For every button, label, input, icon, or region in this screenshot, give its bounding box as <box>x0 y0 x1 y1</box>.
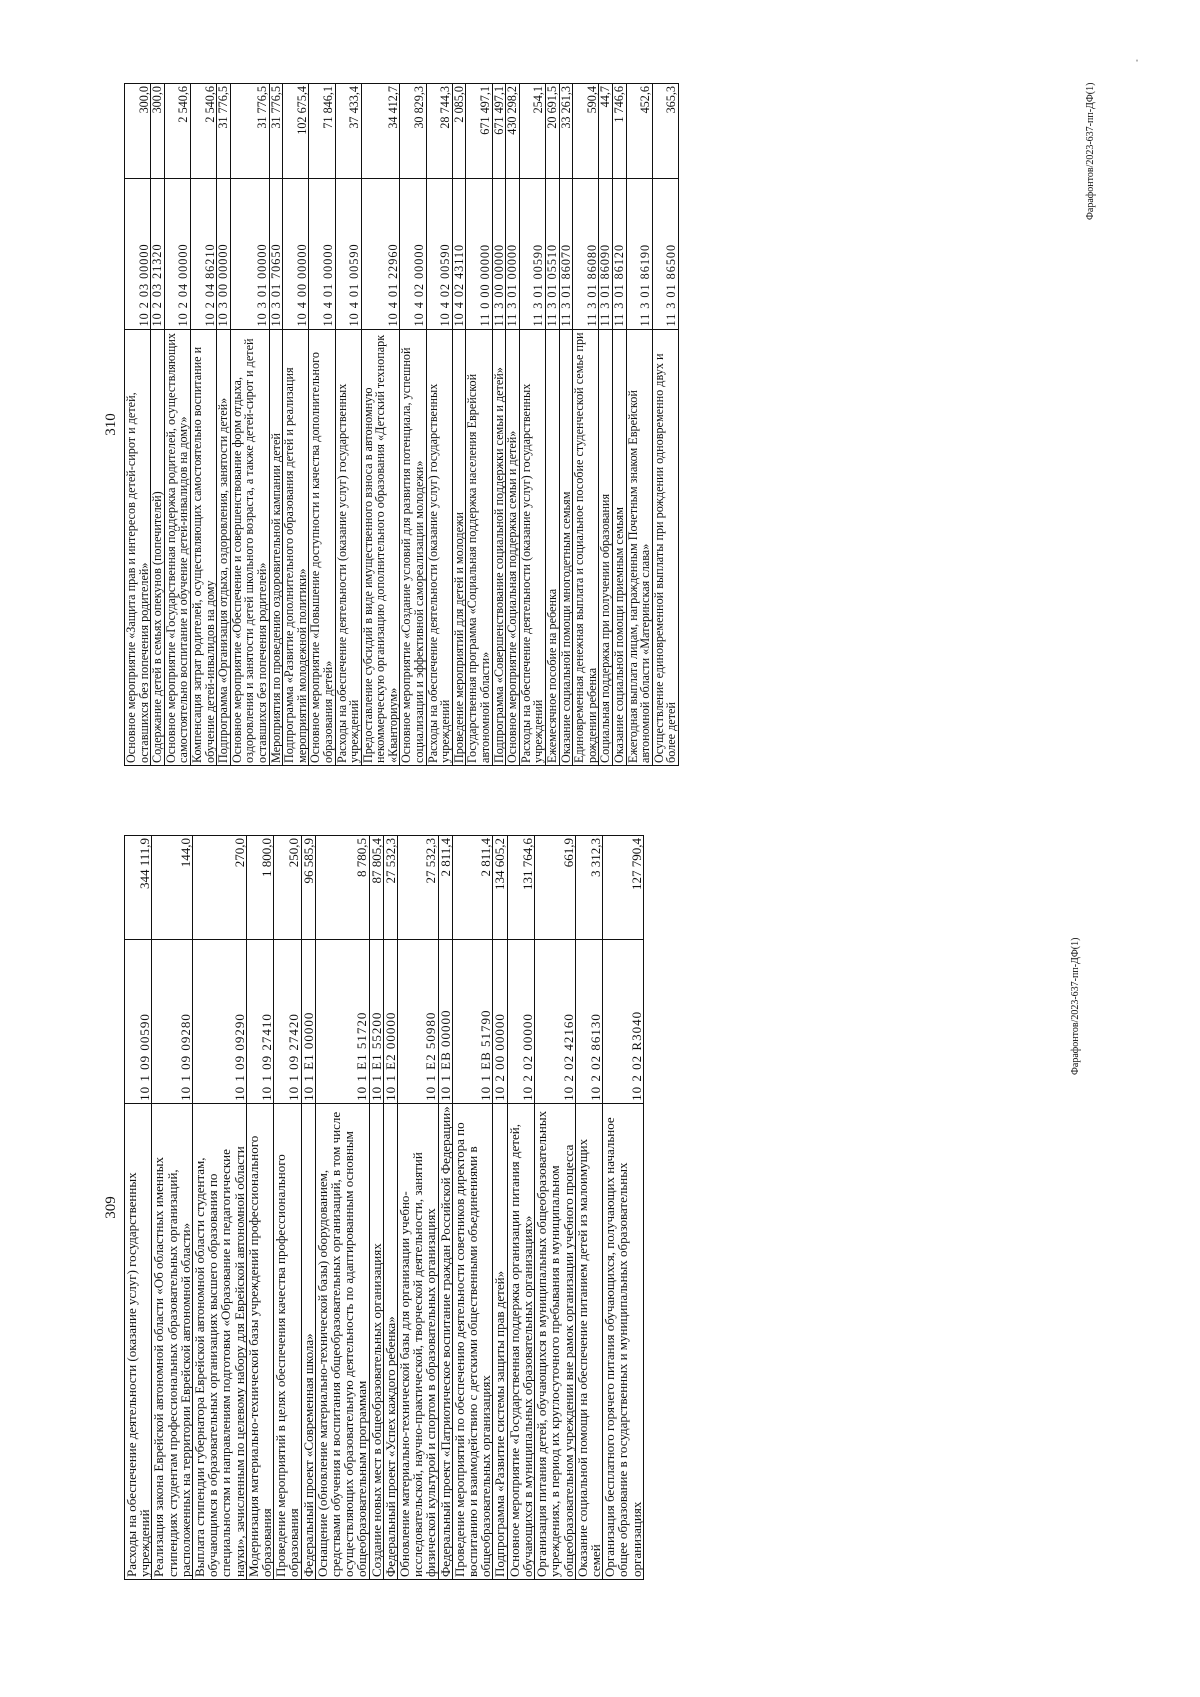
row-amount-cell: 3 312,3 <box>575 836 602 940</box>
row-amount-cell: 28 744,3 <box>426 84 452 179</box>
row-code-cell: 11 3 00 00000 <box>492 179 506 329</box>
row-amount-cell: 44,7 <box>599 84 613 179</box>
row-code-cell: 10 4 02 00590 <box>426 179 452 329</box>
row-amount-cell: 671 497,1 <box>466 84 492 179</box>
budget-table-body <box>125 836 644 1580</box>
row-amount-cell: 34 412,7 <box>361 84 400 179</box>
row-name-cell: Основное мероприятие «Обеспечение и совершенствование форм отдыха, оздоровления и занятости детей школьного возраста, а также детей-сирот и детей оставшихся без попечения родителей» <box>230 329 269 765</box>
row-code-cell: 10 3 00 00000 <box>217 179 231 329</box>
table-row <box>315 836 369 1580</box>
row-code-cell: 10 1 E2 50980 <box>398 940 439 1104</box>
row-name-cell: Проведение мероприятий в целях обеспечения качества профессионального образования <box>274 1103 301 1579</box>
row-amount-cell: 102 675,4 <box>283 84 309 179</box>
table-row <box>492 84 506 766</box>
row-code-cell: 10 1 EB 00000 <box>438 940 452 1104</box>
table-row <box>125 836 152 1580</box>
row-code-cell: 10 1 E1 00000 <box>301 940 315 1104</box>
row-name-cell: Подпрограмма «Совершенствование социальной поддержки семьи и детей» <box>492 329 506 765</box>
row-name-cell: Организация бесплатного горячего питания обучающихся, получающих начальное общее образование в государственных и муниципальных образовательных организациях <box>603 1103 644 1579</box>
row-name-cell: Проведение мероприятий по обеспечению деятельности советников директора по воспитанию и взаимодействию с детскими общественными объединениями в общеобразовательных организациях <box>452 1103 493 1579</box>
row-amount-cell: 1 800,0 <box>246 836 273 940</box>
table-row <box>190 84 216 766</box>
row-name-cell: Федеральный проект «Успех каждого ребенка» <box>383 1103 397 1579</box>
row-amount-cell: 2 811,4 <box>438 836 452 940</box>
row-name-cell: Мероприятия по проведению оздоровительной кампании детей <box>269 329 283 765</box>
row-amount-cell: 31 776,5 <box>269 84 283 179</box>
table-row <box>193 836 247 1580</box>
row-amount-cell: 430 298,2 <box>506 84 520 179</box>
table-row <box>535 836 576 1580</box>
row-code-cell: 10 1 E1 51720 <box>315 940 369 1104</box>
table-row <box>246 836 273 1580</box>
row-name-cell: Создание новых мест в общеобразовательных организациях <box>369 1103 383 1579</box>
budget-table <box>124 835 644 1580</box>
row-amount-cell: 134 605,2 <box>493 836 507 940</box>
row-code-cell: 11 3 01 05510 <box>546 179 560 329</box>
table-row <box>383 836 397 1580</box>
row-amount-cell: 144,0 <box>152 836 193 940</box>
row-name-cell: Расходы на обеспечение деятельности (оказание услуг) государственных учреждений <box>335 329 361 765</box>
page-310 <box>100 83 1100 766</box>
row-code-cell: 10 1 09 27410 <box>246 940 273 1104</box>
row-name-cell: Основное мероприятие «Повышение доступности и качества дополнительного образования детей» <box>309 329 335 765</box>
row-code-cell: 10 2 02 86130 <box>575 940 602 1104</box>
row-amount-cell: 31 776,5 <box>230 84 269 179</box>
row-amount-cell: 33 261,3 <box>559 84 573 179</box>
row-name-cell: Федеральный проект «Современная школа» <box>301 1103 315 1579</box>
row-name-cell: Расходы на обеспечение деятельности (оказание услуг) государственных учреждений <box>426 329 452 765</box>
row-code-cell: 10 1 09 27420 <box>274 940 301 1104</box>
table-row <box>152 836 193 1580</box>
table-row <box>519 84 545 766</box>
row-name-cell: Основное мероприятие «Создание условий для развития потенциала, успешной социализации и эффективной самореализации молодежи» <box>400 329 426 765</box>
table-row <box>452 836 493 1580</box>
row-code-cell: 10 1 09 00590 <box>125 940 152 1104</box>
row-code-cell: 10 3 01 00000 <box>230 179 269 329</box>
table-row <box>493 836 507 1580</box>
table-row <box>151 84 165 766</box>
row-amount-cell: 127 790,4 <box>603 836 644 940</box>
row-name-cell: Подпрограмма «Развитие дополнительного образования детей и реализация мероприятий молодежной политики» <box>283 329 309 765</box>
row-name-cell: Предоставление субсидий в виде имущественного взноса в автономную некоммерческую организацию дополнительного образования «Детский технопарк «Кванториум» <box>361 329 400 765</box>
table-row <box>546 84 560 766</box>
row-amount-cell: 37 433,4 <box>335 84 361 179</box>
table-row <box>335 84 361 766</box>
row-code-cell: 10 2 02 42160 <box>535 940 576 1104</box>
row-amount-cell: 590,4 <box>573 84 599 179</box>
budget-table <box>124 83 679 766</box>
row-code-cell: 10 2 04 00000 <box>164 179 190 329</box>
row-amount-cell: 300,0 <box>125 84 151 179</box>
row-name-cell: Реализация закона Еврейской автономной области «Об областных именных стипендиях студентам профессиональных образовательных организаций, расположенных на территории Еврейской автономной области» <box>152 1103 193 1579</box>
row-code-cell: 11 3 01 00590 <box>519 179 545 329</box>
row-name-cell: Оказание социальной помощи на обеспечение питанием детей из малоимущих семей <box>575 1103 602 1579</box>
table-row <box>452 84 466 766</box>
table-row <box>274 836 301 1580</box>
row-code-cell: 11 3 01 86080 <box>573 179 599 329</box>
table-row <box>164 84 190 766</box>
row-amount-cell: 131 764,6 <box>507 836 534 940</box>
row-code-cell: 10 1 EB 51790 <box>452 940 493 1104</box>
row-amount-cell: 250,0 <box>274 836 301 940</box>
row-code-cell: 10 4 02 00000 <box>400 179 426 329</box>
row-name-cell: Ежегодная выплата лицам, награжденным Почетным знаком Еврейской автономной области «Материнская слава» <box>626 329 652 765</box>
row-name-cell: Оснащение (обновление материально-технической базы) оборудованием, средствами обучения и воспитания общеобразовательных организаций, в том числе осуществляющих образовательную деятельность по адаптированным основным общеобразовательным программам <box>315 1103 369 1579</box>
row-amount-cell: 27 532,3 <box>398 836 439 940</box>
row-amount-cell: 96 585,9 <box>301 836 315 940</box>
row-name-cell: Расходы на обеспечение деятельности (оказание услуг) государственных учреждений <box>519 329 545 765</box>
row-code-cell: 10 4 01 00000 <box>309 179 335 329</box>
row-name-cell: Подпрограмма «Организация отдыха, оздоровления, занятости детей» <box>217 329 231 765</box>
row-amount-cell: 671 497,1 <box>492 84 506 179</box>
row-code-cell: 10 4 02 43110 <box>452 179 466 329</box>
table-row <box>559 84 573 766</box>
table-row <box>283 84 309 766</box>
row-code-cell: 10 2 04 86210 <box>190 179 216 329</box>
row-name-cell: Проведение мероприятий для детей и молодежи <box>452 329 466 765</box>
row-code-cell: 11 3 01 86120 <box>612 179 626 329</box>
row-amount-cell: 452,6 <box>626 84 652 179</box>
row-name-cell: Основное мероприятие «Государственная поддержка родителей, осуществляющих самостоятельно воспитание и обучение детей-инвалидов на дому» <box>164 329 190 765</box>
row-amount-cell: 87 805,4 <box>369 836 383 940</box>
row-name-cell: Федеральный проект «Патриотическое воспитание граждан Российской Федерации» <box>438 1103 452 1579</box>
row-code-cell: 11 3 01 00000 <box>506 179 520 329</box>
row-amount-cell: 71 846,1 <box>309 84 335 179</box>
row-amount-cell: 27 532,3 <box>383 836 397 940</box>
scan-speck: ˌ <box>1135 48 1139 62</box>
row-code-cell: 10 1 09 09290 <box>193 940 247 1104</box>
row-name-cell: Компенсация затрат родителей, осуществляющих самостоятельно воспитание и обучение детей-инвалидов на дому <box>190 329 216 765</box>
table-row <box>400 84 426 766</box>
row-code-cell: 11 3 01 86070 <box>559 179 573 329</box>
row-code-cell: 10 2 03 00000 <box>125 179 151 329</box>
row-amount-cell: 365,3 <box>652 84 678 179</box>
row-amount-cell: 30 829,3 <box>400 84 426 179</box>
row-name-cell: Ежемесячное пособие на ребенка <box>546 329 560 765</box>
row-code-cell: 11 0 00 00000 <box>466 179 492 329</box>
table-row <box>301 836 315 1580</box>
table-row <box>612 84 626 766</box>
row-amount-cell: 2 085,0 <box>452 84 466 179</box>
table-row <box>269 84 283 766</box>
row-amount-cell: 1 746,6 <box>612 84 626 179</box>
row-amount-cell: 2 540,6 <box>164 84 190 179</box>
table-row <box>507 836 534 1580</box>
row-amount-cell: 31 776,5 <box>217 84 231 179</box>
table-row <box>652 84 678 766</box>
table-row <box>230 84 269 766</box>
row-code-cell: 10 1 09 09280 <box>152 940 193 1104</box>
row-name-cell: Государственная программа «Социальная поддержка населения Еврейской автономной области» <box>466 329 492 765</box>
row-code-cell: 10 4 01 22960 <box>361 179 400 329</box>
table-row <box>217 84 231 766</box>
row-amount-cell: 20 691,5 <box>546 84 560 179</box>
document-footer: Фарафонтов/2023-637-пп-ДФ(1) <box>1070 937 1081 1075</box>
row-code-cell: 11 3 01 86190 <box>626 179 652 329</box>
row-code-cell: 10 3 01 70650 <box>269 179 283 329</box>
row-code-cell: 10 1 E2 00000 <box>383 940 397 1104</box>
row-name-cell: Основное мероприятие «Социальная поддержка семьи и детей» <box>506 329 520 765</box>
row-name-cell: Модернизация материально-технической базы учреждений профессионального образования <box>246 1103 273 1579</box>
row-amount-cell: 344 111,9 <box>125 836 152 940</box>
row-name-cell: Расходы на обеспечение деятельности (оказание услуг) государственных учреждений <box>125 1103 152 1579</box>
row-code-cell: 10 2 02 R3040 <box>603 940 644 1104</box>
table-row <box>369 836 383 1580</box>
table-row <box>398 836 439 1580</box>
row-amount-cell: 661,9 <box>535 836 576 940</box>
row-code-cell: 10 2 00 00000 <box>493 940 507 1104</box>
row-amount-cell: 8 780,5 <box>315 836 369 940</box>
table-row <box>573 84 599 766</box>
table-row <box>466 84 492 766</box>
page-number: 309 <box>103 1196 119 1219</box>
page-309 <box>100 835 644 1580</box>
table-row <box>599 84 613 766</box>
row-code-cell: 10 4 01 00590 <box>335 179 361 329</box>
row-amount-cell: 2 540,6 <box>190 84 216 179</box>
budget-table-body <box>125 84 679 766</box>
table-row <box>309 84 335 766</box>
row-name-cell: Оказание социальной помощи многодетным семьям <box>559 329 573 765</box>
row-code-cell: 10 2 03 21320 <box>151 179 165 329</box>
table-row <box>125 84 151 766</box>
row-code-cell: 10 1 E1 55200 <box>369 940 383 1104</box>
row-amount-cell: 270,0 <box>193 836 247 940</box>
row-code-cell: 10 2 02 00000 <box>507 940 534 1104</box>
row-code-cell: 11 3 01 86090 <box>599 179 613 329</box>
row-name-cell: Социальная поддержка при получении образования <box>599 329 613 765</box>
table-row <box>361 84 400 766</box>
table-row <box>575 836 602 1580</box>
row-name-cell: Единовременная денежная выплата и социальное пособие студенческой семье при рождении ребенка <box>573 329 599 765</box>
row-name-cell: Обновление материально-технической базы для организации учебно-исследовательской, научно-практической, творческой деятельности, занятий физической культурой и спортом в образовательных организациях <box>398 1103 439 1579</box>
row-amount-cell: 300,0 <box>151 84 165 179</box>
table-row <box>438 836 452 1580</box>
row-name-cell: Оказание социальной помощи приемным семьям <box>612 329 626 765</box>
row-name-cell: Основное мероприятие «Защита прав и интересов детей-сирот и детей, оставшихся без попечения родителей» <box>125 329 151 765</box>
row-name-cell: Выплата стипендии губернатора Еврейской автономной области студентам, обучающимся в образовательных организациях высшего образования по специальностям и направлениям подготовки «Образование и педагогические науки», зачисленным по целевому набору для Еврейской автономной области <box>193 1103 247 1579</box>
row-name-cell: Осуществление единовременной выплаты при рождении одновременно двух и более детей <box>652 329 678 765</box>
row-name-cell: Основное мероприятие «Государственная поддержка организации питания детей, обучающихся в муниципальных образовательных организациях» <box>507 1103 534 1579</box>
table-row <box>426 84 452 766</box>
table-row <box>506 84 520 766</box>
row-name-cell: Содержание детей в семьях опекунов (попечителей) <box>151 329 165 765</box>
row-amount-cell: 2 811,4 <box>452 836 493 940</box>
row-code-cell: 10 4 00 00000 <box>283 179 309 329</box>
document-footer: Фарафонтов/2023-637-пп-ДФ(1) <box>1085 82 1096 220</box>
table-row <box>626 84 652 766</box>
row-name-cell: Подпрограмма «Развитие системы защиты прав детей» <box>493 1103 507 1579</box>
page-number: 310 <box>103 413 119 436</box>
row-amount-cell: 254,1 <box>519 84 545 179</box>
table-row <box>603 836 644 1580</box>
row-code-cell: 11 3 01 86500 <box>652 179 678 329</box>
row-name-cell: Организация питания детей, обучающихся в муниципальных общеобразовательных учреждениях, в период их круглосуточного пребывания в муниципальном общеобразовательном учреждении вне рамок организации учебного процесса <box>535 1103 576 1579</box>
